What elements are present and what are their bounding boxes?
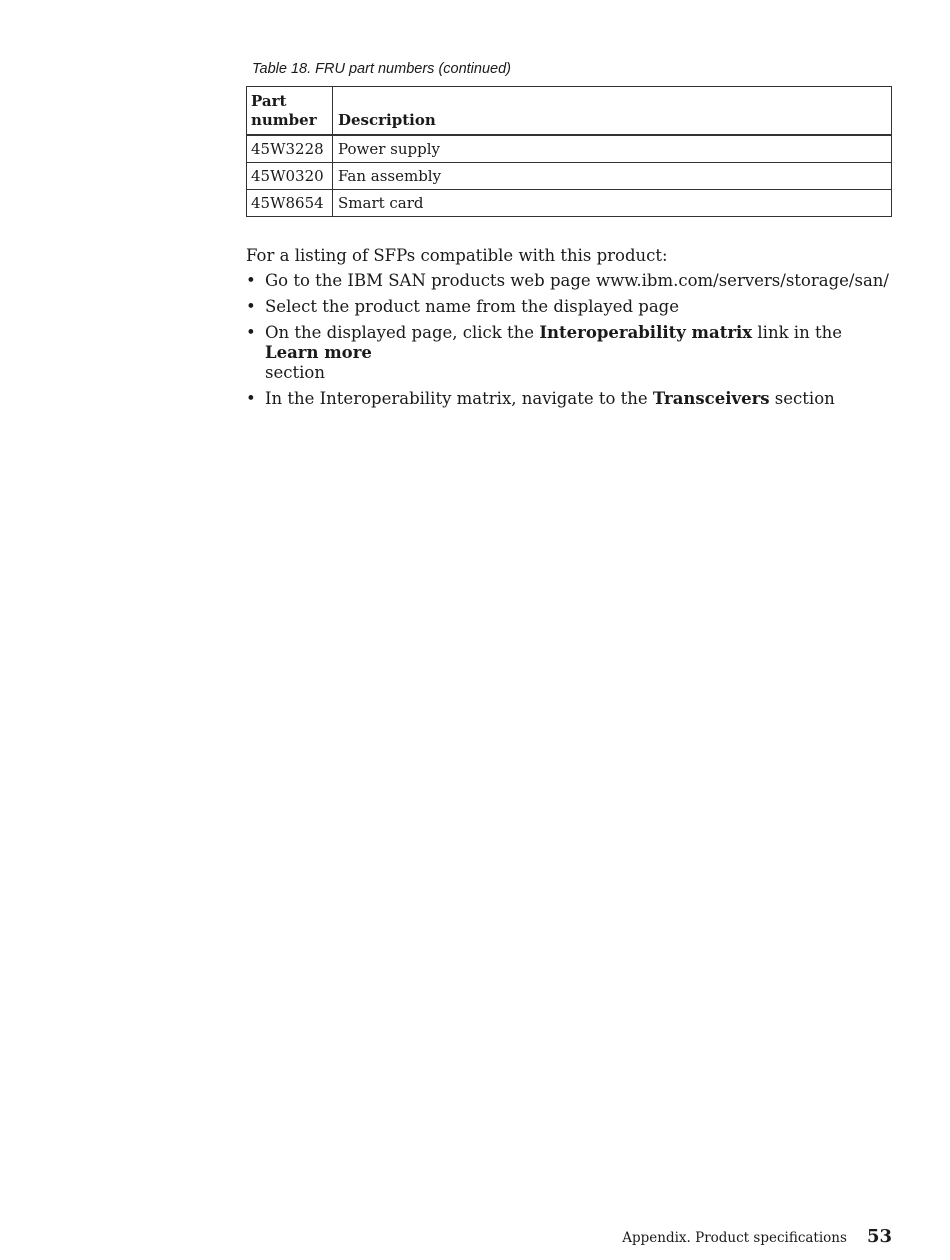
step-text-part: link in the: [752, 323, 842, 342]
table-caption: Table 18. FRU part numbers (continued): [252, 61, 511, 77]
step-text: Select the product name from the displayed page: [265, 297, 679, 316]
table-header-row: [247, 87, 892, 136]
part-header-line1: Part: [251, 92, 287, 110]
step-text-part: On the displayed page, click the: [265, 323, 540, 342]
list-item: [246, 271, 896, 291]
step-text-part: In the Interoperability matrix, navigate to the: [265, 389, 653, 408]
description-cell: Power supply: [333, 135, 892, 163]
footer-section-title: Appendix. Product specifications: [622, 1230, 847, 1246]
part-header-line2: number: [251, 111, 317, 129]
bullet-icon: •: [246, 297, 256, 316]
description-cell: Smart card: [333, 190, 892, 217]
part-number-cell: 45W0320: [247, 163, 333, 190]
list-item: [246, 389, 896, 409]
interoperability-matrix-term: Interoperability matrix: [539, 323, 753, 342]
bullet-icon: •: [246, 323, 256, 342]
table-row: [247, 163, 892, 190]
bullet-icon: •: [246, 389, 256, 408]
column-header-part-number: [247, 87, 333, 136]
step-text-part: section: [769, 389, 835, 408]
step-text: [265, 323, 842, 382]
learn-more-term: Learn more: [265, 343, 372, 362]
page-footer: [622, 1226, 892, 1247]
list-item: [246, 297, 896, 317]
sfp-intro-paragraph: For a listing of SFPs compatible with this product:: [246, 246, 668, 265]
list-item: [246, 323, 896, 383]
step-text-part: section: [265, 363, 325, 382]
column-header-description: Description: [333, 87, 892, 136]
page-number: 53: [866, 1226, 892, 1247]
table-row: [247, 135, 892, 163]
part-number-cell: 45W8654: [247, 190, 333, 217]
step-text: [265, 389, 835, 408]
description-cell: Fan assembly: [333, 163, 892, 190]
sfp-steps-list: [246, 271, 896, 415]
fru-part-numbers-table: [246, 86, 892, 217]
table-row: [247, 190, 892, 217]
part-number-cell: 45W3228: [247, 135, 333, 163]
transceivers-term: Transceivers: [652, 389, 770, 408]
step-text: Go to the IBM SAN products web page www.ibm.com/servers/storage/san/: [265, 271, 889, 290]
bullet-icon: •: [246, 271, 256, 290]
